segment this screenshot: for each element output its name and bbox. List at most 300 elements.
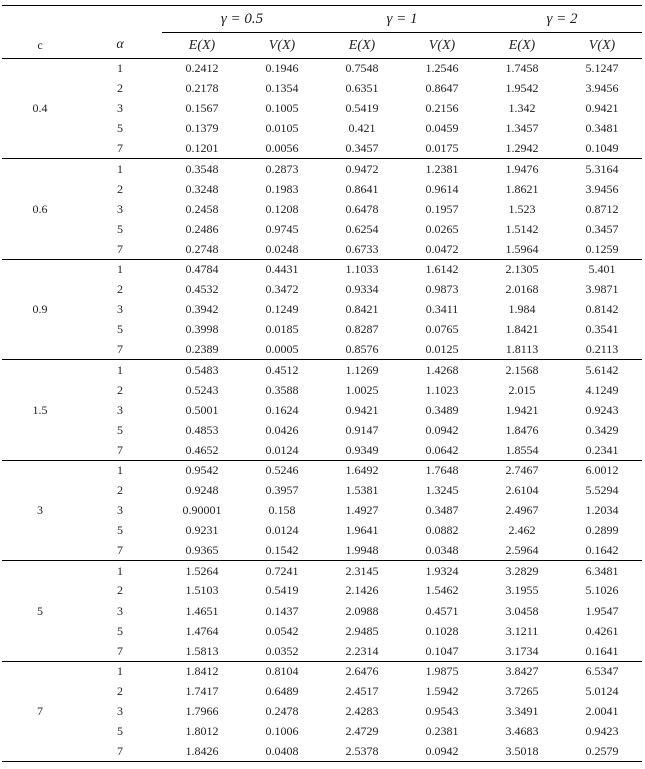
value-cell: 1.5462	[425, 583, 459, 598]
value-cell: 1.1033	[345, 262, 379, 277]
alpha-value-cell: 5	[117, 422, 123, 437]
value-cell: 1.9476	[505, 161, 539, 176]
value-cell: 2.4283	[345, 704, 379, 719]
value-cell: 0.0125	[402, 340, 482, 360]
alpha-value-cell: 7	[78, 340, 162, 360]
value-cell: 0.158	[268, 503, 296, 518]
value-cell: 3.8427	[505, 664, 539, 679]
value-cell: 0.3588	[265, 382, 299, 397]
value-cell: 0.421	[348, 121, 376, 136]
value-cell: 1.5813	[162, 641, 242, 661]
value-cell: 2.4729	[345, 724, 379, 739]
value-cell: 0.0175	[402, 139, 482, 159]
value-cell: 0.0005	[242, 340, 322, 360]
value-cell: 0.0408	[242, 742, 322, 762]
value-cell: 0.1049	[562, 139, 642, 159]
alpha-value-cell: 7	[78, 440, 162, 460]
table-row	[2, 561, 642, 581]
value-cell: 1.7417	[185, 683, 219, 698]
c-value-cell: 0.9	[2, 259, 78, 359]
value-cell: 2.1426	[345, 583, 379, 598]
value-cell: 0.1567	[185, 101, 219, 116]
table-row	[2, 400, 642, 420]
value-cell: 1.6492	[345, 463, 379, 478]
table-row	[2, 661, 642, 681]
value-cell: 0.8647	[425, 81, 459, 96]
value-cell: 2.1305	[505, 262, 539, 277]
table-row	[2, 521, 642, 541]
value-cell: 2.9485	[345, 623, 379, 638]
value-cell: 0.2381	[425, 724, 459, 739]
value-cell: 0.3248	[185, 181, 219, 196]
table-row	[2, 340, 642, 360]
value-cell: 1.2034	[585, 503, 619, 518]
value-cell: 0.1249	[265, 302, 299, 317]
value-cell: 3.1211	[505, 623, 539, 638]
value-cell: 1.8621	[505, 181, 539, 196]
c-value-cell: 7	[2, 661, 78, 761]
value-cell: 0.2113	[562, 340, 642, 360]
value-cell: 0.5419	[265, 583, 299, 598]
value-cell: 1.1269	[345, 362, 379, 377]
value-cell: 1.9547	[585, 603, 619, 618]
value-cell: 0.2389	[162, 340, 242, 360]
table-row	[2, 641, 642, 661]
value-cell: 1.2942	[482, 139, 562, 159]
value-cell: 1.9948	[322, 541, 402, 561]
value-cell: 0.3429	[585, 422, 619, 437]
value-cell: 1.5264	[185, 563, 219, 578]
value-cell: 1.4268	[425, 362, 459, 377]
alpha-value-cell: 3	[117, 503, 123, 518]
value-cell: 0.2341	[562, 440, 642, 460]
table-row	[2, 79, 642, 99]
table-row	[2, 681, 642, 701]
value-cell: 0.7548	[345, 61, 379, 76]
value-cell: 2.6476	[345, 664, 379, 679]
value-cell: 2.1568	[505, 362, 539, 377]
value-cell: 0.8287	[345, 322, 379, 337]
value-cell: 1.5964	[482, 239, 562, 259]
value-cell: 0.9349	[322, 440, 402, 460]
value-cell: 0.2579	[562, 742, 642, 762]
value-cell: 1.9641	[345, 523, 379, 538]
value-cell: 4.1249	[585, 382, 619, 397]
value-cell: 3.5018	[482, 742, 562, 762]
value-cell: 0.0542	[265, 623, 299, 638]
value-cell: 0.3481	[585, 121, 619, 136]
value-cell: 0.9745	[265, 221, 299, 236]
c-column-header: c	[37, 37, 43, 52]
alpha-value-cell: 2	[117, 282, 123, 297]
value-cell: 1.5942	[425, 683, 459, 698]
value-cell: 0.6351	[345, 81, 379, 96]
value-cell: 1.4764	[185, 623, 219, 638]
value-cell: 3.2829	[505, 563, 539, 578]
value-cell: 0.9614	[425, 181, 459, 196]
value-cell: 6.3481	[585, 563, 619, 578]
value-cell: 0.6489	[265, 683, 299, 698]
value-cell: 3.1734	[482, 641, 562, 661]
sub-header: E(X)	[508, 37, 536, 53]
alpha-value-cell: 2	[117, 583, 123, 598]
value-cell: 2.015	[508, 382, 536, 397]
value-cell: 1.9324	[425, 563, 459, 578]
alpha-value-cell: 1	[117, 161, 123, 176]
table-row	[2, 219, 642, 239]
value-cell: 0.2458	[185, 201, 219, 216]
value-cell: 1.8421	[505, 322, 539, 337]
alpha-value-cell: 3	[117, 704, 123, 719]
value-cell: 0.6478	[345, 201, 379, 216]
table-row	[2, 159, 642, 179]
value-cell: 0.0348	[402, 541, 482, 561]
table-row	[2, 239, 642, 259]
value-cell: 0.0185	[265, 322, 299, 337]
table-row	[2, 139, 642, 159]
value-cell: 0.9421	[585, 101, 619, 116]
value-cell: 5.1026	[585, 583, 619, 598]
alpha-value-cell: 5	[117, 322, 123, 337]
value-cell: 3.4683	[505, 724, 539, 739]
value-cell: 0.4261	[585, 623, 619, 638]
value-cell: 0.3457	[585, 221, 619, 236]
value-cell: 0.4431	[265, 262, 299, 277]
value-cell: 2.7467	[505, 463, 539, 478]
value-cell: 0.4512	[265, 362, 299, 377]
alpha-value-cell: 5	[117, 523, 123, 538]
alpha-value-cell: 2	[117, 483, 123, 498]
value-cell: 0.0265	[425, 221, 459, 236]
value-cell: 2.5964	[482, 541, 562, 561]
header-row-gamma	[2, 6, 642, 33]
value-cell: 1.9421	[505, 402, 539, 417]
alpha-value-cell: 1	[117, 262, 123, 277]
value-cell: 0.3411	[425, 302, 459, 317]
sub-header: V(X)	[588, 37, 616, 53]
value-cell: 1.4651	[185, 603, 219, 618]
value-cell: 0.2486	[185, 221, 219, 236]
value-cell: 0.3541	[585, 322, 619, 337]
value-cell: 1.2546	[425, 61, 459, 76]
value-cell: 0.6254	[345, 221, 379, 236]
value-cell: 0.4784	[185, 262, 219, 277]
value-cell: 0.1437	[265, 603, 299, 618]
value-cell: 0.3487	[425, 503, 459, 518]
value-cell: 2.5378	[322, 742, 402, 762]
value-cell: 0.3489	[425, 402, 459, 417]
table-row	[2, 460, 642, 480]
value-cell: 2.2314	[322, 641, 402, 661]
alpha-value-cell: 1	[117, 61, 123, 76]
value-cell: 0.0105	[265, 121, 299, 136]
table-row	[2, 440, 642, 460]
value-cell: 0.0882	[425, 523, 459, 538]
value-cell: 0.8421	[345, 302, 379, 317]
table-row	[2, 119, 642, 139]
value-cell: 3.9456	[585, 181, 619, 196]
table-row	[2, 259, 642, 279]
value-cell: 0.1946	[265, 61, 299, 76]
value-cell: 0.4571	[425, 603, 459, 618]
value-cell: 0.8104	[265, 664, 299, 679]
alpha-value-cell: 2	[117, 81, 123, 96]
table-row	[2, 380, 642, 400]
value-cell: 0.0459	[425, 121, 459, 136]
value-cell: 0.1624	[265, 402, 299, 417]
value-cell: 1.7648	[425, 463, 459, 478]
table-row	[2, 601, 642, 621]
value-cell: 0.3957	[265, 483, 299, 498]
table-row	[2, 59, 642, 79]
value-cell: 0.2873	[265, 161, 299, 176]
alpha-value-cell: 5	[117, 221, 123, 236]
header-row-sub	[2, 33, 642, 59]
value-cell: 0.1006	[265, 724, 299, 739]
value-cell: 0.0642	[402, 440, 482, 460]
value-cell: 0.9231	[185, 523, 219, 538]
value-cell: 0.0942	[425, 422, 459, 437]
value-cell: 0.5483	[185, 362, 219, 377]
alpha-value-cell: 5	[117, 724, 123, 739]
value-cell: 1.7458	[505, 61, 539, 76]
table-row	[2, 280, 642, 300]
value-cell: 5.5294	[585, 483, 619, 498]
sub-header: V(X)	[268, 37, 296, 53]
value-cell: 0.4532	[185, 282, 219, 297]
value-cell: 1.342	[508, 101, 536, 116]
value-cell: 0.9248	[185, 483, 219, 498]
value-cell: 0.3457	[322, 139, 402, 159]
alpha-value-cell: 3	[117, 101, 123, 116]
header-blank	[2, 6, 78, 33]
value-cell: 0.1208	[265, 201, 299, 216]
alpha-value-cell: 7	[78, 541, 162, 561]
value-cell: 0.2748	[162, 239, 242, 259]
alpha-value-cell: 3	[117, 603, 123, 618]
value-cell: 0.3942	[185, 302, 219, 317]
alpha-value-cell: 7	[78, 239, 162, 259]
alpha-value-cell: 5	[117, 623, 123, 638]
value-cell: 0.8576	[322, 340, 402, 360]
value-cell: 0.4652	[162, 440, 242, 460]
table-row	[2, 99, 642, 119]
alpha-value-cell: 2	[117, 683, 123, 698]
value-cell: 0.2412	[185, 61, 219, 76]
value-cell: 0.6733	[322, 239, 402, 259]
value-cell: 0.1641	[562, 641, 642, 661]
value-cell: 0.9472	[345, 161, 379, 176]
value-cell: 2.3145	[345, 563, 379, 578]
value-cell: 2.4967	[505, 503, 539, 518]
value-cell: 0.1259	[562, 239, 642, 259]
value-cell: 1.523	[508, 201, 536, 216]
value-cell: 1.9875	[425, 664, 459, 679]
alpha-value-cell: 3	[117, 402, 123, 417]
value-cell: 0.0056	[242, 139, 322, 159]
value-cell: 1.3245	[425, 483, 459, 498]
value-cell: 0.1542	[242, 541, 322, 561]
c-value-cell: 5	[2, 561, 78, 661]
alpha-value-cell: 3	[117, 201, 123, 216]
value-cell: 6.0012	[585, 463, 619, 478]
value-cell: 1.8476	[505, 422, 539, 437]
value-cell: 1.5103	[185, 583, 219, 598]
value-cell: 6.5347	[585, 664, 619, 679]
results-table	[2, 5, 642, 762]
value-cell: 0.1642	[562, 541, 642, 561]
c-value-cell: 3	[2, 460, 78, 560]
value-cell: 0.2899	[585, 523, 619, 538]
sub-header: V(X)	[428, 37, 456, 53]
value-cell: 1.6142	[425, 262, 459, 277]
value-cell: 1.2381	[425, 161, 459, 176]
table-row	[2, 360, 642, 380]
value-cell: 2.462	[508, 523, 536, 538]
sub-header: E(X)	[348, 37, 376, 53]
value-cell: 1.0025	[345, 382, 379, 397]
alpha-value-cell: 7	[78, 139, 162, 159]
value-cell: 0.5243	[185, 382, 219, 397]
alpha-value-cell: 1	[117, 664, 123, 679]
table-row	[2, 742, 642, 762]
value-cell: 0.3998	[185, 322, 219, 337]
value-cell: 0.2156	[425, 101, 459, 116]
value-cell: 0.9243	[585, 402, 619, 417]
alpha-value-cell: 5	[117, 121, 123, 136]
value-cell: 1.8426	[162, 742, 242, 762]
value-cell: 1.7966	[185, 704, 219, 719]
sub-header: E(X)	[188, 37, 216, 53]
table-row	[2, 581, 642, 601]
value-cell: 1.9542	[505, 81, 539, 96]
value-cell: 0.5419	[345, 101, 379, 116]
value-cell: 0.9365	[162, 541, 242, 561]
table-body	[2, 59, 642, 762]
c-value-cell: 0.4	[2, 59, 78, 159]
c-value-cell: 1.5	[2, 360, 78, 460]
value-cell: 3.9871	[585, 282, 619, 297]
value-cell: 0.9421	[345, 402, 379, 417]
table-row	[2, 320, 642, 340]
table-row	[2, 480, 642, 500]
value-cell: 0.0942	[402, 742, 482, 762]
alpha-column-header: α	[116, 37, 124, 53]
value-cell: 5.6142	[585, 362, 619, 377]
value-cell: 1.8012	[185, 724, 219, 739]
value-cell: 0.1047	[402, 641, 482, 661]
value-cell: 0.1028	[425, 623, 459, 638]
value-cell: 0.9542	[185, 463, 219, 478]
table-row	[2, 702, 642, 722]
value-cell: 1.3457	[505, 121, 539, 136]
value-cell: 2.0168	[505, 282, 539, 297]
c-value-cell: 0.6	[2, 159, 78, 259]
value-cell: 5.0124	[585, 683, 619, 698]
value-cell: 0.0124	[265, 523, 299, 538]
value-cell: 0.0472	[402, 239, 482, 259]
value-cell: 0.1983	[265, 181, 299, 196]
value-cell: 0.3548	[185, 161, 219, 176]
value-cell: 0.9334	[345, 282, 379, 297]
alpha-value-cell: 2	[117, 181, 123, 196]
value-cell: 2.6104	[505, 483, 539, 498]
value-cell: 0.8142	[585, 302, 619, 317]
value-cell: 2.0988	[345, 603, 379, 618]
value-cell: 0.9543	[425, 704, 459, 719]
gamma-header-0: γ = 0.5	[162, 6, 322, 33]
value-cell: 0.8641	[345, 181, 379, 196]
value-cell: 0.5246	[265, 463, 299, 478]
value-cell: 3.9456	[585, 81, 619, 96]
value-cell: 0.1379	[185, 121, 219, 136]
alpha-value-cell: 1	[117, 563, 123, 578]
alpha-value-cell: 7	[78, 742, 162, 762]
value-cell: 0.5001	[185, 402, 219, 417]
value-cell: 3.1955	[505, 583, 539, 598]
header-blank	[78, 6, 162, 33]
alpha-value-cell: 7	[78, 641, 162, 661]
value-cell: 0.0765	[425, 322, 459, 337]
table-row	[2, 300, 642, 320]
table-row	[2, 621, 642, 641]
value-cell: 3.0458	[505, 603, 539, 618]
alpha-value-cell: 3	[117, 302, 123, 317]
value-cell: 0.7241	[265, 563, 299, 578]
value-cell: 0.9423	[585, 724, 619, 739]
value-cell: 0.0124	[242, 440, 322, 460]
value-cell: 1.5381	[345, 483, 379, 498]
value-cell: 1.1023	[425, 382, 459, 397]
value-cell: 0.2178	[185, 81, 219, 96]
value-cell: 5.401	[588, 262, 616, 277]
table-row	[2, 501, 642, 521]
gamma-header-2: γ = 2	[482, 6, 642, 33]
value-cell: 1.8554	[482, 440, 562, 460]
value-cell: 2.4517	[345, 683, 379, 698]
value-cell: 0.0248	[242, 239, 322, 259]
value-cell: 0.2478	[265, 704, 299, 719]
value-cell: 1.5142	[505, 221, 539, 236]
alpha-value-cell: 2	[117, 382, 123, 397]
value-cell: 1.984	[508, 302, 536, 317]
value-cell: 0.1005	[265, 101, 299, 116]
value-cell: 3.7265	[505, 683, 539, 698]
value-cell: 0.90001	[182, 503, 222, 518]
value-cell: 1.4927	[345, 503, 379, 518]
value-cell: 1.8412	[185, 664, 219, 679]
table-row	[2, 179, 642, 199]
table-row	[2, 722, 642, 742]
value-cell: 5.3164	[585, 161, 619, 176]
table-row	[2, 199, 642, 219]
value-cell: 0.3472	[265, 282, 299, 297]
value-cell: 0.8712	[585, 201, 619, 216]
alpha-value-cell: 1	[117, 463, 123, 478]
gamma-header-1: γ = 1	[322, 6, 482, 33]
value-cell: 0.9873	[425, 282, 459, 297]
table-row	[2, 541, 642, 561]
value-cell: 0.0426	[265, 422, 299, 437]
value-cell: 0.0352	[242, 641, 322, 661]
value-cell: 0.1354	[265, 81, 299, 96]
value-cell: 1.8113	[482, 340, 562, 360]
alpha-value-cell: 1	[117, 362, 123, 377]
table-row	[2, 420, 642, 440]
value-cell: 0.9147	[345, 422, 379, 437]
value-cell: 0.1201	[162, 139, 242, 159]
value-cell: 0.1957	[425, 201, 459, 216]
